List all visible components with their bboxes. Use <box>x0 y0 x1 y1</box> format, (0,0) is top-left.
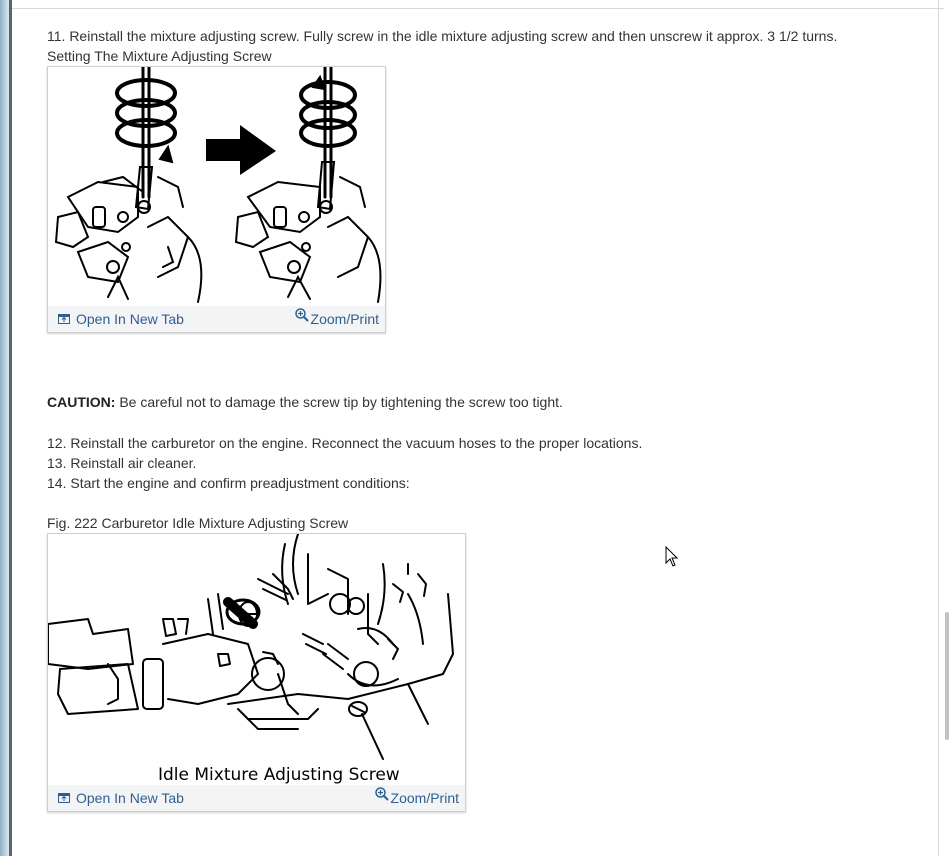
carburetor-illustration <box>48 534 465 785</box>
open-in-new-tab-label: Open In New Tab <box>76 311 184 327</box>
window-left-edge <box>0 0 9 856</box>
mixture-screw-illustration <box>48 67 385 306</box>
step-11-text: 11. Reinstall the mixture adjusting screw. Fully screw in the idle mixture adjusting screw and then unscrew it approx. 3 1/2 turns. <box>47 28 838 44</box>
open-in-new-tab-link-2[interactable] <box>58 790 184 806</box>
caution-label: CAUTION: <box>47 394 116 410</box>
figure-2-toolbar <box>48 785 465 811</box>
figure-1-toolbar <box>48 306 385 332</box>
step-12-text: 12. Reinstall the carburetor on the engine. Reconnect the vacuum hoses to the proper locations. <box>47 435 643 451</box>
caution-message: Be careful not to damage the screw tip by tightening the screw too tight. <box>115 394 563 410</box>
zoom-in-icon <box>295 308 309 322</box>
mouse-cursor-icon <box>665 546 679 568</box>
scrollbar-thumb[interactable] <box>945 612 949 740</box>
figure-1-caption: Setting The Mixture Adjusting Screw <box>47 48 272 64</box>
window-border <box>9 0 12 856</box>
figure-2-image-label: Idle Mixture Adjusting Screw <box>158 765 400 785</box>
step-13-text: 13. Reinstall air cleaner. <box>47 455 197 471</box>
figure-idle-mixture-screw <box>47 533 466 812</box>
open-in-new-tab-link[interactable] <box>58 311 184 327</box>
zoom-print-link-2[interactable] <box>375 787 459 806</box>
right-divider <box>938 0 939 856</box>
figure-mixture-screw-setting <box>47 66 386 333</box>
new-tab-icon <box>58 793 70 803</box>
zoom-in-icon <box>375 787 389 801</box>
open-in-new-tab-label-2: Open In New Tab <box>76 790 184 806</box>
zoom-print-label-2: Zoom/Print <box>390 790 459 806</box>
step-14-text: 14. Start the engine and confirm preadjustment conditions: <box>47 475 410 491</box>
new-tab-icon <box>58 314 70 324</box>
figure-2-caption: Fig. 222 Carburetor Idle Mixture Adjusting Screw <box>47 515 349 531</box>
top-divider <box>12 8 950 9</box>
zoom-print-link[interactable] <box>295 308 379 327</box>
caution-text <box>47 393 563 411</box>
zoom-print-label: Zoom/Print <box>310 311 379 327</box>
